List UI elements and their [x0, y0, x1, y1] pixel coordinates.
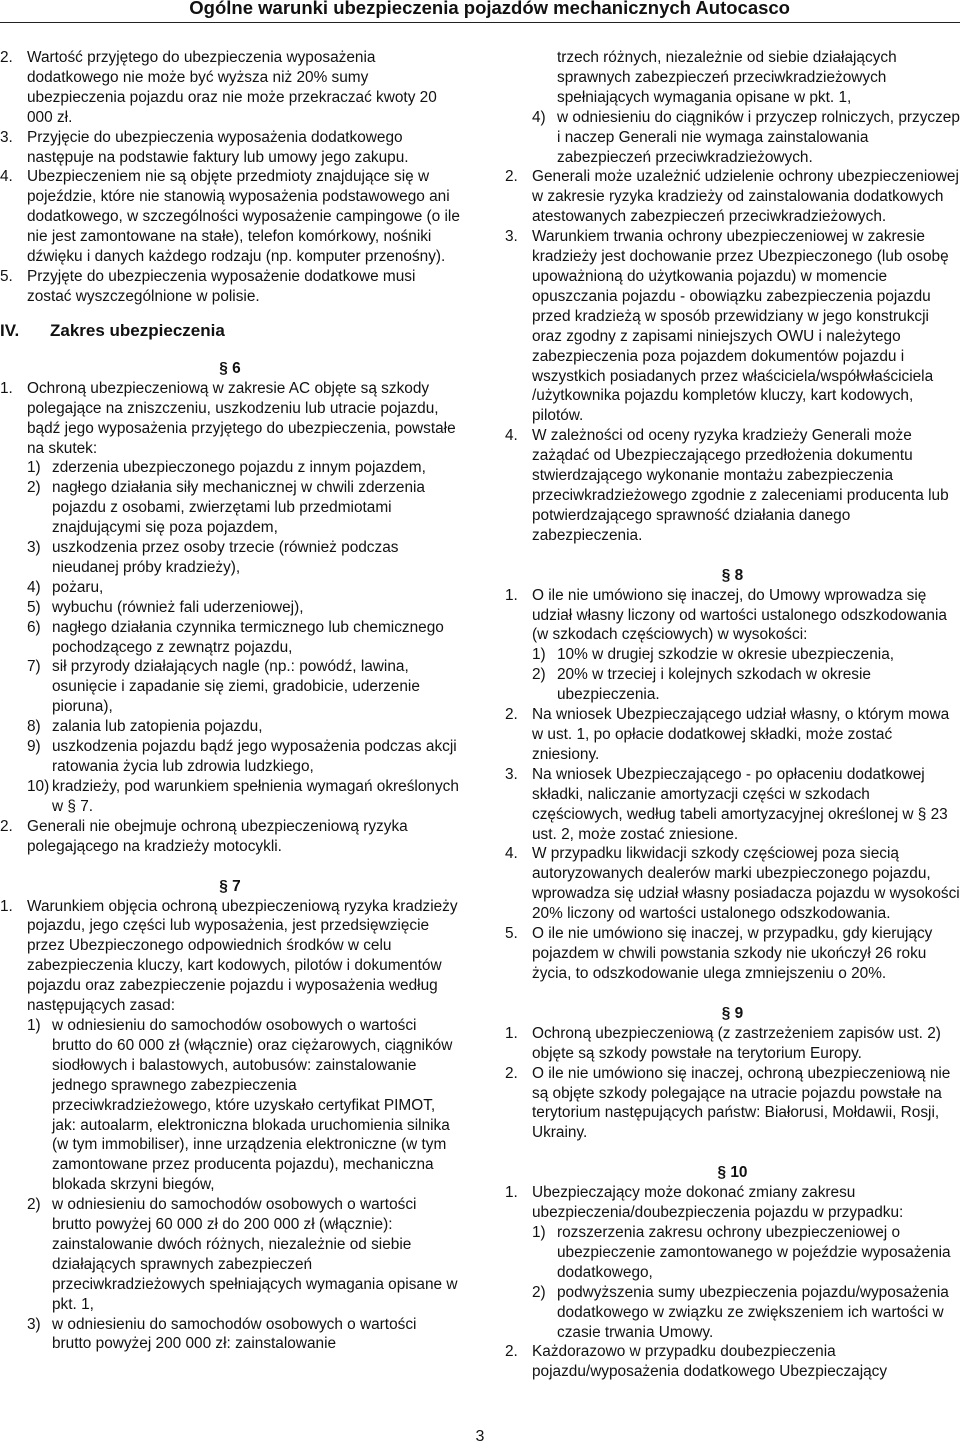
list-item: 5) wybuchu (również fali uderzeniowej), [27, 598, 304, 616]
list-item: 2) 20% w trzeciej i kolejnych szkodach w okresie ubezpieczenia. [532, 666, 871, 704]
paragraph: 2. Wartość przyjętego do ubezpieczenia wyposażenia dodatkowego nie może być wyższa niż 20% sumy ubezpieczenia pojazdu oraz nie może przekraczać kwoty 20 000 zł. [0, 49, 437, 126]
list-item: 6) nagłego działania czynnika termicznego lub chemicznego pochodzącego z zewnątrz pojazdu, [27, 618, 444, 656]
paragraph: 1. Ubezpieczający może dokonać zmiany zakresu ubezpieczenia/doubezpieczenia pojazdu w przypadku: [505, 1184, 904, 1222]
list-item: 9) uszkodzenia pojazdu bądź jego wyposażenia podczas akcji ratowania życia lub zdrowia ludzkiego, [27, 738, 457, 775]
paragraph: 1. O ile nie umówiono się inaczej, do Umowy wprowadza się udział własny liczony od wartości ustalonego odszkodowania (w szkodach częściowych) w wysokości: [505, 586, 947, 644]
list-item: 1) 10% w drugiej szkodzie w okresie ubezpieczenia, [532, 646, 895, 664]
paragraph: 3. Warunkiem trwania ochrony ubezpieczeniowej w zakresie kradzieży jest dochowanie przez Ubezpieczonego (lub osobę upoważnioną do użytkowania pojazdu) w momencie opuszczania pojazdu - obowiązku zabezpieczenia pojazdu przed kradzieżą w sposób przewidziany w jego konstrukcji oraz zgodny z zapisami niniejszych OWU i należytego zabezpieczenia poza pojazdem dokumentów pojazdu i wszystkich posiadanych przez właściciela/współwłaściciela /użytkownika pojazdu kompletów kluczy, kart kodowych, pilotów. [505, 228, 949, 425]
paragraph: 2. Na wniosek Ubezpieczającego udział własny, o którym mowa w ust. 1, po opłacie dodatkowej składki, może zostać zniesiony. [505, 706, 950, 763]
paragraph: 1. Ochroną ubezpieczeniową w zakresie AC objęte są szkody polegające na zniszczeniu, uszkodzeniu lub utracie pojazdu, bądź jego wyposażenia przyjętego do ubezpieczenia, powstałe na skutek: [0, 379, 456, 457]
right-column [505, 48, 960, 1382]
list-item: 1) w odniesieniu do samochodów osobowych o wartości brutto do 60 000 zł (włącznie) oraz ciężarowych, ciągników siodłowych i balastowych, autobusów: zainstalowanie jednego sprawnego zabezpieczenia przeciwkradzieżowego, które uzyskało certyfikat PIMOT, jak: autoalarm, elektroniczna blokada uruchomienia silnika (w tym immobiliser), inne urządzenia elektroniczne (w tym zamontowane przez producenta pojazdu), mechaniczna blokada skrzyni biegów, [27, 1016, 453, 1194]
page-number: 3 [475, 1428, 485, 1445]
paragraph: 4. Ubezpieczeniem nie są objęte przedmioty znajdujące się w pojeździe, które nie stanowią wyposażenia podstawowego ani dodatkowego, w szczególności wyposażenie campingowe (o ile nie jest zamontowane na stałe), telefon komórkowy, nośniki dźwięku i danych każdego rodzaju (np. komputer przenośny). [0, 168, 460, 266]
list-item: 10) kradzieży, pod warunkiem spełnienia wymagań określonych w § 7. [27, 777, 459, 815]
header-rule [0, 22, 960, 23]
list-item: 8) zalania lub zatopienia pojazdu, [27, 718, 263, 736]
section-heading: § 6 [219, 359, 241, 377]
paragraph: 3. Przyjęcie do ubezpieczenia wyposażenia dodatkowego następuje na podstawie faktury lub umowy jego zakupu. [0, 128, 409, 166]
paragraph: 4. W zależności od oceny ryzyka kradzieży Generali może zażądać od Ubezpieczającego przedłożenia dokumentu stwierdzającego wykonanie montażu zabezpieczenia przeciwkradzieżowego zgodnie z zaleceniami producenta lub potwierdzającego sprawność działania danego zabezpieczenia. [505, 427, 949, 544]
chapter-heading: IV. Zakres ubezpieczenia [0, 320, 225, 340]
paragraph: 2. Generali nie obejmuje ochroną ubezpieczeniową ryzyka polegającego na kradzieży motocykli. [0, 817, 408, 855]
paragraph: 1. Ochroną ubezpieczeniową (z zastrzeżeniem zapisów ust. 2) objęte są szkody powstałe na terytorium Europy. [505, 1024, 941, 1062]
list-item: 1) zderzenia ubezpieczonego pojazdu z innym pojazdem, [27, 459, 426, 477]
paragraph: 2. Każdorazowo w przypadku doubezpieczenia pojazdu/wyposażenia dodatkowego Ubezpieczający [505, 1343, 888, 1381]
paragraph: 2. O ile nie umówiono się inaczej, ochroną ubezpieczeniową nie są objęte szkody polegające na utracie pojazdu powstałe na terytorium następujących państw: Białorusi, Mołdawii, Rosji, Ukrainy. [505, 1064, 951, 1142]
paragraph: 1. Warunkiem objęcia ochroną ubezpieczeniową ryzyka kradzieży pojazdu, jego części lub wyposażenia, jest przedsięwzięcie przez Ubezpieczonego odpowiednich środków w celu zabezpieczenia kluczy, kart kodowych, pilotów i dokumentów pojazdu oraz zabezpieczenie pojazdu i wyposażenia według następujących zasad: [0, 897, 458, 1015]
paragraph: 3. Na wniosek Ubezpieczającego - po opłaceniu dodatkowej składki, naliczanie amortyzacji części w szkodach częściowych, według tabeli amortyzacyjnej określonej w § 23 ust. 2, może zostać zniesione. [505, 765, 948, 843]
list-item: 2) nagłego działania siły mechanicznej w chwili zderzenia pojazdu z osobami, zwierzętami lub przedmiotami znajdującymi się poza pojazdem, [27, 479, 425, 537]
list-item: 4) pożaru, [27, 578, 104, 596]
section-heading: § 9 [721, 1004, 744, 1022]
left-column [0, 48, 460, 1354]
list-item-continuation: trzech różnych, niezależnie od siebie działających sprawnych zabezpieczeń przeciwkradzieżowych spełniających wymagania opisane w pkt. 1, [557, 49, 897, 106]
list-item: 2) podwyższenia sumy ubezpieczenia pojazdu/wyposażenia dodatkowego w związku ze zwiększeniem ich wartości w czasie trwania Umowy. [532, 1283, 949, 1341]
paragraph: 4. W przypadku likwidacji szkody częściowej poza siecią autoryzowanych dealerów marki ubezpieczonego pojazdu, wprowadza się udział własny posiadacza pojazdu w wysokości 20% liczony od wartości ustalonego odszkodowania. [505, 845, 960, 923]
list-item: 3) w odniesieniu do samochodów osobowych o wartości brutto powyżej 200 000 zł: zainstalowanie [27, 1315, 417, 1353]
section-heading: § 10 [717, 1164, 748, 1182]
paragraph: 5. O ile nie umówiono się inaczej, w przypadku, gdy kierujący pojazdem w chwili powstania szkody nie ukończył 26 roku życia, to odszkodowanie ulega zmniejszeniu o 20%. [505, 925, 933, 982]
section-heading: § 8 [721, 566, 744, 584]
list-item: 7) sił przyrody działających nagle (np.: powódź, lawina, osunięcie i zapadanie się ziemi, gradobicie, uderzenie pioruna), [27, 658, 420, 716]
list-item: 1) rozszerzenia zakresu ochrony ubezpieczeniowej o ubezpieczenie zamontowanego w pojeździe wyposażenia dodatkowego, [532, 1224, 951, 1281]
page-header [0, 0, 960, 26]
list-item: 3) uszkodzenia przez osoby trzecie (również podczas nieudanej próby kradzieży), [27, 539, 399, 576]
paragraph: 2. Generali może uzależnić udzielenie ochrony ubezpieczeniowej w zakresie ryzyka kradzieży od zainstalowania dodatkowych atestowanych zabezpieczeń przeciwkradzieżowych. [505, 168, 959, 226]
list-item: 4) w odniesieniu do ciągników i przyczep rolniczych, przyczep i naczep Generali nie wymaga zainstalowania zabezpieczeń przeciwkradzieżowych. [532, 108, 960, 166]
paragraph: 5. Przyjęte do ubezpieczenia wyposażenie dodatkowe musi zostać wyszczególnione w polisie. [0, 267, 416, 305]
header-title: Ogólne warunki ubezpieczenia pojazdów mechanicznych Autocasco [189, 0, 790, 18]
section-heading: § 7 [219, 877, 241, 895]
list-item: 2) w odniesieniu do samochodów osobowych o wartości brutto powyżej 60 000 zł do 200 000 zł (włącznie): zainstalowanie dwóch różnych, niezależnie od siebie działających sprawnych zabezpieczeń przeciwkradzieżowych spełniających wymagania opisane w pkt. 1, [27, 1196, 458, 1313]
